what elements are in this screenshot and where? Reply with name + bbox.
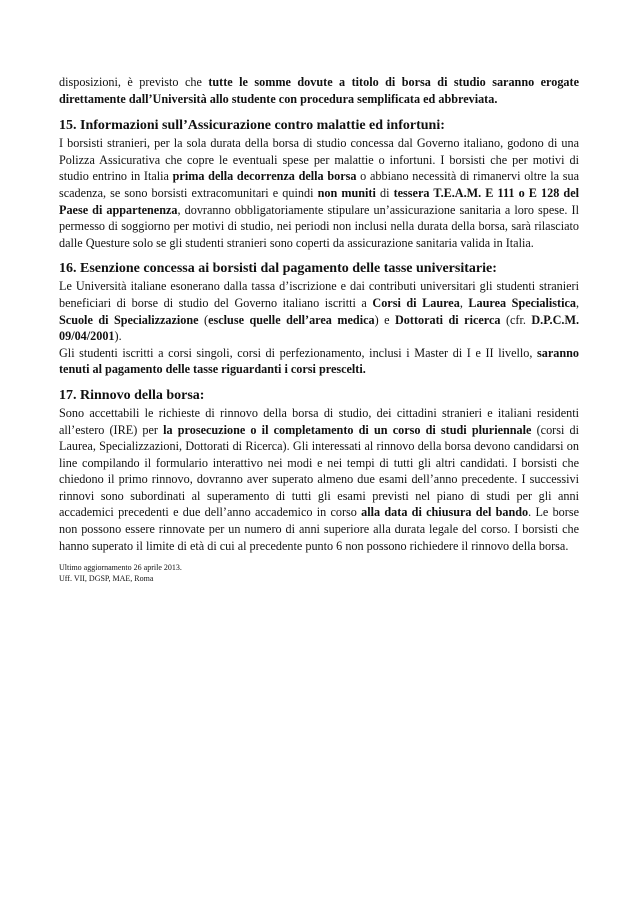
- last-update-note: Ultimo aggiornamento 26 aprile 2013.: [59, 563, 182, 573]
- section-17-paragraph: Sono accettabili le richieste di rinnovo della borsa di studio, dei cittadini stranieri e italiani residenti all’estero (IRE) per la prosecuzione o il completamento di un corso di studi pluriennale (corsi di Laurea, Specializzazioni, Dottorati di Ricerca). Gli interessati al rinnovo della borsa devono candidarsi on line compilando il formulario interattivo nei modi e nei tempi di tutti gli altri candidati. I borsisti che chiedono il primo rinnovo, dovranno aver superato almeno due esami dell’anno precedente. I successivi rinnovi sono subordinati al superamento di tutti gli esami previsti nel piano di studi per gli anni accademici precedenti e due dell’anno accademico in corso alla data di chiusura del bando. Le borse non possono essere rinnovate per un numero di anni superiore alla durata legale del corso. I borsisti che hanno superato il limite di età di cui al precedente punto 6 non possono richiedere il rinnovo della borsa.: [59, 405, 579, 553]
- section-17-heading: 17. Rinnovo della borsa:: [59, 387, 205, 403]
- section-17: [59, 387, 579, 554]
- section-16: [59, 260, 579, 378]
- section-15-paragraph: I borsisti stranieri, per la sola durata della borsa di studio concessa dal Governo italiano, godono di una Polizza Assicurativa che copre le eventuali spese per malattie o infortuni. I borsisti che per motivi di studio entrino in Italia prima della decorrenza della borsa o abbiano necessità di rimanervi oltre la sua scadenza, se sono borsisti extracomunitari e quindi non muniti di tessera T.E.A.M. E 111 o E 128 del Paese di appartenenza, dovranno obbligatoriamente stipulare un’assicurazione sanitaria a loro spese. Il permesso di soggiorno per motivi di studio, nei periodi non inclusi nella durata della borsa, sarà rilasciato dalle Questure solo se gli studenti stranieri sono coperti da assicurazione sanitaria valida in Italia.: [59, 136, 579, 250]
- section-16-paragraph-2: Gli studenti iscritti a corsi singoli, corsi di perfezionamento, inclusi i Master di I e II livello, saranno tenuti al pagamento delle tasse riguardanti i corsi prescelti.: [59, 345, 579, 377]
- document-footer: [59, 563, 579, 584]
- office-note: Uff. VII, DGSP, MAE, Roma: [59, 573, 154, 583]
- section-16-paragraph: Le Università italiane esonerano dalla tassa d’iscrizione e dai contributi universitari gli studenti stranieri beneficiari di borse di studio del Governo italiano iscritti a Corsi di Laurea, Laurea Specialistica, Scuole di Specializzazione (escluse quelle dell’area medica) e Dottorati di ricerca (cfr. D.P.C.M. 09/04/2001).: [59, 279, 580, 344]
- section-15: [59, 117, 579, 251]
- section-15-heading: 15. Informazioni sull’Assicurazione contro malattie ed infortuni:: [59, 118, 445, 134]
- section-16-heading: 16. Esenzione concessa ai borsisti dal pagamento delle tasse universitarie:: [59, 261, 497, 277]
- document-page: [59, 74, 579, 584]
- intro-paragraph: disposizioni, è previsto che tutte le somme dovute a titolo di borsa di studio saranno erogate direttamente dall’Università allo studente con procedura semplificata ed abbreviata.: [59, 75, 579, 106]
